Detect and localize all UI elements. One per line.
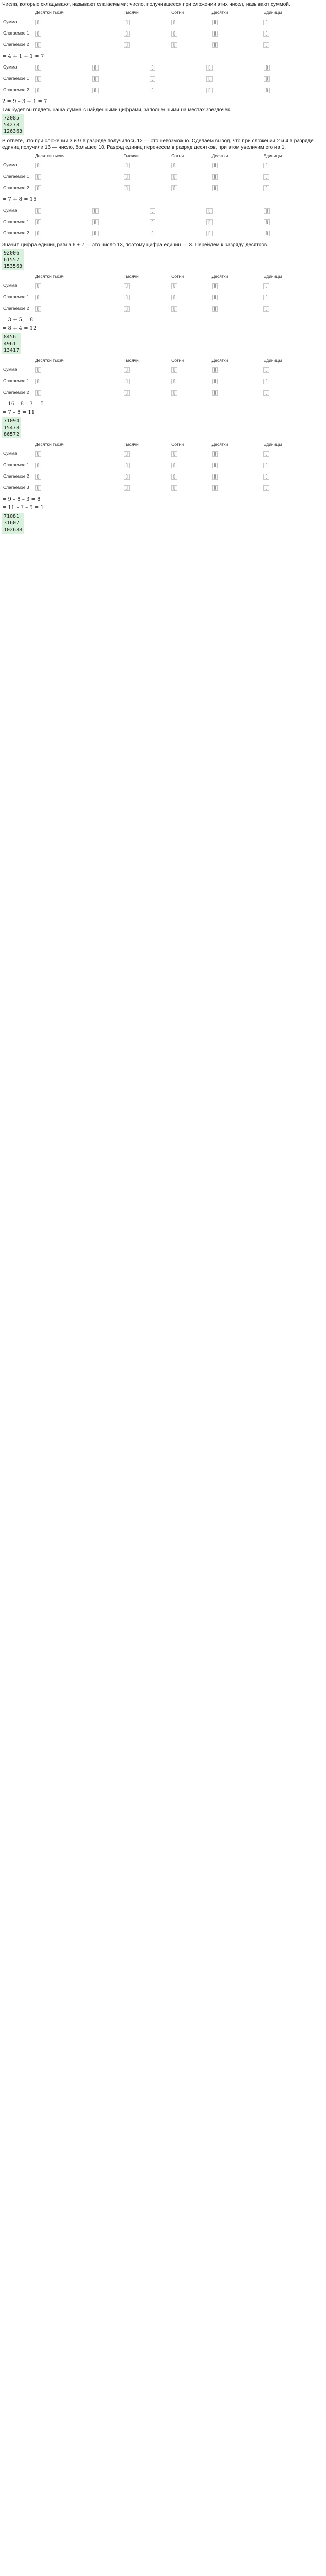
table-row [2,39,320,50]
digit-chip[interactable]: [] [35,463,41,468]
digit-chip[interactable]: [] [124,42,130,48]
digit-chip[interactable]: [] [171,163,177,168]
digit-chip[interactable]: [] [92,88,99,93]
digit-chip[interactable]: [] [206,208,213,214]
digit-chip[interactable]: [] [124,163,130,168]
digit-chip[interactable]: [] [263,451,269,457]
row-label: Слагаемое 2 [3,389,29,395]
digit-chip[interactable]: [] [212,390,218,396]
digit-chip[interactable]: [] [92,231,99,236]
digit-table [2,440,320,493]
section-3 [2,273,320,354]
row-label: Сумма [3,366,17,372]
digit-chip[interactable]: [] [263,295,269,300]
digit-chip[interactable]: [] [35,451,41,457]
digit-chip[interactable]: [] [171,463,177,468]
col-header: Тысячи [123,273,139,279]
section-5 [2,440,320,534]
digit-chip[interactable]: [] [92,208,99,214]
digit-chip[interactable]: [] [171,20,177,25]
digit-table [2,205,320,239]
explanation: Значит, цифра единиц равна 6 + 7 — это число 13, поэтому цифра единиц — 3. Перейдём к разряду десятков. [2,242,269,248]
digit-chip[interactable]: [] [264,88,270,93]
digit-chip[interactable]: [] [35,231,41,236]
digit-chip[interactable]: [] [124,283,130,289]
digit-chip[interactable]: [] [212,463,218,468]
digit-chip[interactable]: [] [124,390,130,396]
digit-chip[interactable]: [] [212,474,218,480]
digit-chip[interactable]: [] [212,306,218,312]
row-label: Слагаемое 1 [3,294,29,299]
digit-chip[interactable]: [] [35,42,41,48]
row-label: Сумма [3,450,17,456]
table-row [2,291,320,302]
digit-chip[interactable]: [] [35,76,41,82]
sum-result: 71094 15478 86572 [2,417,21,438]
table-row [2,61,320,73]
digit-chip[interactable]: [] [150,88,156,93]
digit-chip[interactable]: [] [171,367,177,373]
digit-chip[interactable]: [] [124,367,130,373]
sum-result: 72085 54278 126363 [2,114,24,135]
digit-chip[interactable]: [] [124,474,130,480]
table-header-row [2,440,320,448]
table-header-row [2,357,320,364]
col-header: Десятки [211,357,229,363]
col-header: Тысячи [123,152,139,158]
digit-chip[interactable]: [] [35,163,41,168]
digit-chip[interactable]: [] [171,306,177,312]
formula: = 7 – 8 = 11 [2,410,35,415]
digit-chip[interactable]: [] [212,185,218,191]
row-label: Слагаемое 1 [3,173,29,179]
digit-chip[interactable]: [] [206,219,213,225]
digit-chip[interactable]: [] [171,283,177,289]
digit-chip[interactable]: [] [263,283,269,289]
digit-chip[interactable]: [] [263,42,269,48]
digit-chip[interactable]: [] [150,76,156,82]
table-header-row [2,152,320,159]
table-row [2,182,320,193]
digit-chip[interactable]: [] [92,76,99,82]
section-1 [2,1,320,135]
table-row [2,73,320,84]
row-label: Слагаемое 1 [3,378,29,383]
col-header: Десятки тысяч [35,357,65,363]
col-header: Десятки тысяч [35,9,65,15]
table-row [2,459,320,470]
digit-table [2,61,320,95]
col-header: Десятки [211,273,229,279]
table-row [2,280,320,291]
table-row [2,364,320,375]
digit-chip[interactable]: [] [124,463,130,468]
digit-chip[interactable]: [] [124,451,130,457]
digit-chip[interactable]: [] [35,379,41,384]
digit-chip[interactable]: [] [263,474,269,480]
digit-chip[interactable]: [] [35,219,41,225]
table-row [2,16,320,27]
digit-chip[interactable]: [] [35,367,41,373]
table-row [2,216,320,227]
digit-chip[interactable]: [] [171,42,177,48]
digit-chip[interactable]: [] [206,65,213,71]
table-row [2,482,320,493]
table-row [2,470,320,482]
digit-chip[interactable]: [] [35,174,41,180]
digit-chip[interactable]: [] [35,65,41,71]
digit-chip[interactable]: [] [35,295,41,300]
sum-result: 71081 31607 102688 [2,513,24,534]
col-header: Десятки [211,152,229,158]
digit-chip[interactable]: [] [171,485,177,491]
sum-result: 8456 4961 13417 [2,333,21,354]
sum-result: 92006 61557 153563 [2,249,24,270]
col-header: Единицы [263,441,282,447]
formula: = 8 + 4 = 12 [2,326,37,331]
digit-table [2,273,320,314]
formula: = 11 – 7 – 9 = 1 [2,505,44,511]
digit-chip[interactable]: [] [212,163,218,168]
digit-chip[interactable]: [] [212,20,218,25]
col-header: Единицы [263,9,282,15]
digit-chip[interactable]: [] [212,451,218,457]
digit-chip[interactable]: [] [92,219,99,225]
row-label: Сумма [3,162,17,167]
table-header-row [2,9,320,16]
digit-chip[interactable]: [] [212,174,218,180]
col-header: Десятки [211,9,229,15]
digit-chip[interactable]: [] [124,295,130,300]
row-label: Слагаемое 2 [3,184,29,190]
table-row [2,171,320,182]
digit-chip[interactable]: [] [171,31,177,37]
digit-chip[interactable]: [] [124,20,130,25]
row-label: Слагаемое 2 [3,473,29,479]
digit-chip[interactable]: [] [212,295,218,300]
formula: = 9 – 8 – 3 = 8 [2,497,41,502]
table-row [2,84,320,95]
digit-chip[interactable]: [] [263,390,269,396]
digit-chip[interactable]: [] [124,31,130,37]
digit-chip[interactable]: [] [150,208,156,214]
intro-paragraph: Числа, которые складывают, называют слагаемыми; число, получившееся при сложении этих чисел, называют суммой. [2,2,290,7]
digit-chip[interactable]: [] [171,390,177,396]
digit-chip[interactable]: [] [264,65,270,71]
digit-chip[interactable]: [] [212,367,218,373]
digit-chip[interactable]: [] [171,474,177,480]
row-label: Слагаемое 3 [3,484,29,490]
row-label: Слагаемое 2 [3,41,29,47]
col-header: Сотни [171,273,184,279]
digit-chip[interactable]: [] [263,306,269,312]
col-header: Десятки тысяч [35,152,65,158]
col-header: Десятки тысяч [35,273,65,279]
digit-chip[interactable]: [] [212,379,218,384]
note: Так будет выглядеть наша сумма с найденными цифрами, заполненными на местах звездочек. [2,107,232,113]
row-label: Слагаемое 1 [3,462,29,467]
digit-chip[interactable]: [] [92,65,99,71]
table-row [2,27,320,39]
digit-chip[interactable]: [] [35,31,41,37]
digit-chip[interactable]: [] [212,283,218,289]
formula: = 3 + 5 = 8 [2,317,34,323]
digit-chip[interactable]: [] [35,185,41,191]
row-label: Слагаемое 2 [3,305,29,311]
digit-chip[interactable]: [] [264,208,270,214]
table-header-row [2,273,320,280]
col-header: Сотни [171,441,184,447]
explanation: В ответе, что при сложении 3 и 9 в разряде получилось 12 — это невозможно. Сделаем вывод, что при сложении 2 и 4 в разряде единиц получили 16 — число, большее 10. Разряд единиц перенесём в разряд десятков, при этом увеличим его на 1. [2,138,314,150]
digit-chip[interactable]: [] [264,76,270,82]
formula: = 16 – 8 – 3 = 5 [2,401,44,407]
digit-chip[interactable]: [] [171,174,177,180]
col-header: Единицы [263,357,282,363]
digit-chip[interactable]: [] [263,485,269,491]
digit-chip[interactable]: [] [35,20,41,25]
digit-chip[interactable]: [] [150,231,156,236]
row-label: Слагаемое 1 [3,75,29,81]
digit-chip[interactable]: [] [35,306,41,312]
digit-chip[interactable]: [] [35,485,41,491]
digit-chip[interactable]: [] [263,163,269,168]
table-row [2,386,320,398]
digit-chip[interactable]: [] [263,379,269,384]
table-row [2,448,320,459]
digit-chip[interactable]: [] [206,88,213,93]
digit-chip[interactable]: [] [264,231,270,236]
digit-chip[interactable]: [] [263,185,269,191]
digit-chip[interactable]: [] [171,185,177,191]
row-label: Слагаемое 2 [3,87,29,92]
col-header: Единицы [263,152,282,158]
digit-chip[interactable]: [] [150,65,156,71]
digit-chip[interactable]: [] [171,295,177,300]
row-label: Сумма [3,64,17,70]
table-row [2,375,320,386]
formula: 2 = 9 – 3 + 1 = 7 [2,99,47,105]
digit-chip[interactable]: [] [35,208,41,214]
digit-chip[interactable]: [] [263,31,269,37]
digit-chip[interactable]: [] [263,174,269,180]
row-label: Сумма [3,282,17,288]
digit-chip[interactable]: [] [212,485,218,491]
row-label: Слагаемое 1 [3,218,29,224]
row-label: Сумма [3,19,17,24]
digit-table [2,9,320,50]
digit-chip[interactable]: [] [150,219,156,225]
digit-table [2,152,320,193]
table-row [2,159,320,171]
digit-chip[interactable]: [] [124,185,130,191]
digit-chip[interactable]: [] [263,367,269,373]
digit-chip[interactable]: [] [124,485,130,491]
digit-chip[interactable]: [] [263,463,269,468]
digit-chip[interactable]: [] [124,174,130,180]
col-header: Сотни [171,152,184,158]
document [0,0,322,537]
formula: = 4 + 1 + 1 = 7 [2,54,44,59]
section-4 [2,357,320,438]
table-row [2,302,320,314]
row-label: Слагаемое 2 [3,230,29,235]
digit-chip[interactable]: [] [171,451,177,457]
digit-chip[interactable]: [] [212,31,218,37]
col-header: Сотни [171,357,184,363]
row-label: Слагаемое 1 [3,30,29,36]
formula: = 7 + 8 = 15 [2,197,37,202]
section-2 [2,138,320,270]
col-header: Сотни [171,9,184,15]
digit-chip[interactable]: [] [124,306,130,312]
col-header: Тысячи [123,357,139,363]
digit-chip[interactable]: [] [35,390,41,396]
digit-chip[interactable]: [] [206,76,213,82]
digit-chip[interactable]: [] [206,231,213,236]
row-label: Сумма [3,207,17,213]
digit-chip[interactable]: [] [124,379,130,384]
col-header: Тысячи [123,441,139,447]
table-row [2,227,320,239]
digit-chip[interactable]: [] [212,42,218,48]
col-header: Десятки тысяч [35,441,65,447]
digit-chip[interactable]: [] [35,283,41,289]
col-header: Десятки [211,441,229,447]
table-row [2,205,320,216]
digit-chip[interactable]: [] [171,379,177,384]
digit-chip[interactable]: [] [35,474,41,480]
digit-chip[interactable]: [] [264,219,270,225]
digit-chip[interactable]: [] [263,20,269,25]
digit-table [2,357,320,398]
col-header: Единицы [263,273,282,279]
digit-chip[interactable]: [] [35,88,41,93]
col-header: Тысячи [123,9,139,15]
